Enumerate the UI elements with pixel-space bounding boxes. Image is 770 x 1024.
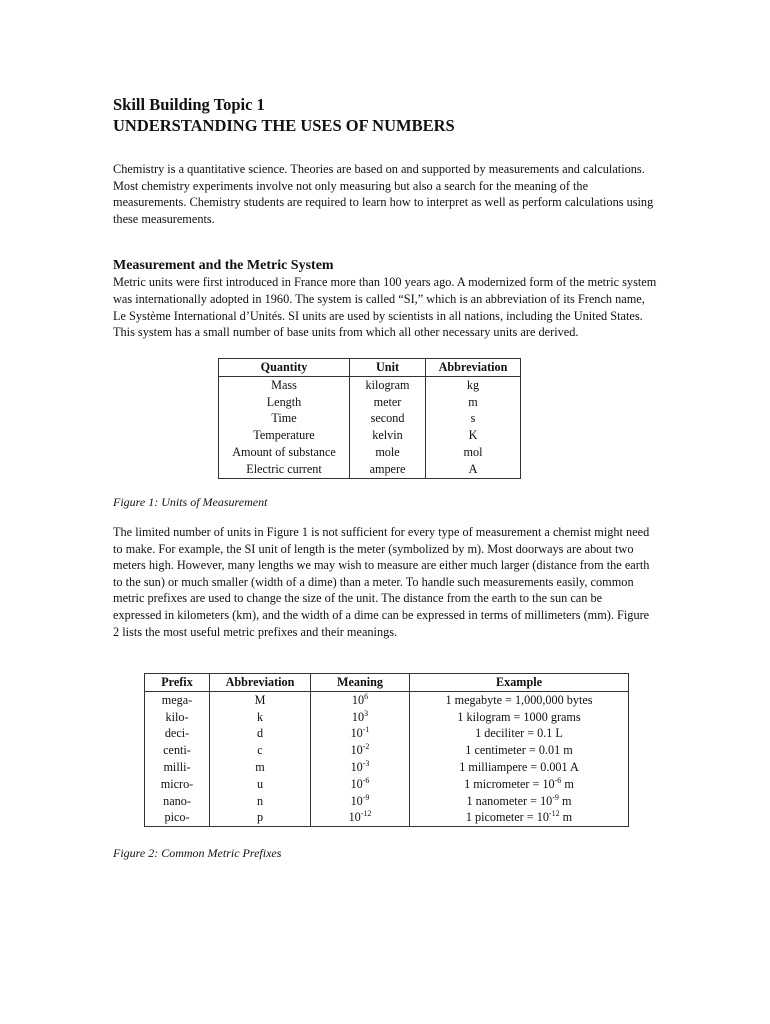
unit-cell: kilogram — [350, 376, 426, 393]
example-text: 1 micrometer = — [464, 776, 543, 791]
meaning-base: 10 — [348, 810, 361, 825]
abbreviation-cell: K — [426, 427, 521, 444]
intro-paragraph: Chemistry is a quantitative science. Theories are based on and supported by measurements and calculations. Most chemistry experiments involve not only measuring but also a search for the meaning of the measurements. Chemistry students are required to learn how to interpret as well as perform calculations using these measurements. — [113, 162, 654, 226]
column-header: Quantity — [219, 359, 350, 377]
quantity-cell: Electric current — [219, 461, 350, 478]
abbreviation-cell: kg — [426, 376, 521, 393]
example-cell — [410, 691, 629, 708]
prefix-cell: micro- — [145, 776, 210, 793]
meaning-cell — [311, 709, 410, 726]
abbreviation-cell: k — [210, 709, 311, 726]
meaning-base: 10 — [350, 743, 363, 758]
meaning-cell — [311, 809, 410, 826]
abbreviation-cell: u — [210, 776, 311, 793]
units-table — [218, 358, 521, 479]
abbreviation-cell: c — [210, 742, 311, 759]
meaning-cell — [311, 725, 410, 742]
table-header-row — [145, 674, 629, 692]
table-row — [145, 742, 629, 759]
example-unit: m — [559, 810, 573, 825]
table-row — [145, 793, 629, 810]
column-header: Abbreviation — [426, 359, 521, 377]
prefix-cell: centi- — [145, 742, 210, 759]
example-text: 1 deciliter = 0.1 L — [475, 726, 563, 741]
table-row — [145, 725, 629, 742]
prefixes-table — [144, 673, 629, 827]
table-row — [219, 410, 521, 427]
document-page — [113, 94, 658, 860]
example-unit: m — [558, 793, 572, 808]
title-line-1: Skill Building Topic 1 — [113, 95, 265, 114]
example-unit: m — [561, 776, 574, 791]
prefix-cell: pico- — [145, 809, 210, 826]
example-text: 1 megabyte = 1,000,000 bytes — [445, 692, 593, 707]
example-text: 1 kilogram = 1000 grams — [457, 709, 581, 724]
unit-cell: ampere — [350, 461, 426, 478]
example-cell — [410, 793, 629, 810]
table-row — [145, 809, 629, 826]
quantity-cell: Temperature — [219, 427, 350, 444]
meaning-base: 10 — [350, 759, 363, 774]
example-text: 1 picometer = — [465, 810, 537, 825]
unit-cell: kelvin — [350, 427, 426, 444]
table-row — [145, 776, 629, 793]
unit-cell: mole — [350, 444, 426, 461]
unit-cell: second — [350, 410, 426, 427]
example-cell — [410, 759, 629, 776]
meaning-exponent: 6 — [364, 691, 369, 701]
title-line-2: UNDERSTANDING THE USES OF NUMBERS — [113, 116, 455, 135]
table-row — [145, 759, 629, 776]
meaning-cell — [311, 793, 410, 810]
meaning-cell — [311, 776, 410, 793]
meaning-base: 10 — [351, 709, 365, 724]
quantity-cell: Time — [219, 410, 350, 427]
example-cell — [410, 742, 629, 759]
meaning-exponent: 3 — [364, 708, 369, 718]
meaning-exponent: -6 — [362, 775, 370, 785]
column-header: Example — [410, 674, 629, 692]
example-cell — [410, 709, 629, 726]
abbreviation-cell: M — [210, 691, 311, 708]
table-row — [219, 444, 521, 461]
meaning-exponent: -1 — [362, 725, 370, 735]
example-exponent: -12 — [548, 809, 560, 819]
example-base: 10 — [540, 793, 553, 808]
meaning-exponent: -12 — [360, 809, 372, 819]
abbreviation-cell: p — [210, 809, 311, 826]
example-cell — [410, 809, 629, 826]
meaning-base: 10 — [351, 692, 365, 707]
meaning-base: 10 — [350, 776, 363, 791]
table-row — [145, 691, 629, 708]
meaning-exponent: -9 — [362, 792, 370, 802]
prefix-cell: deci- — [145, 725, 210, 742]
abbreviation-cell: n — [210, 793, 311, 810]
example-exponent: -6 — [554, 775, 562, 785]
section-paragraph-1: Metric units were first introduced in France more than 100 years ago. A modernized form of the metric system was internationally adopted in 1960. The system is called “SI,” which is an abbreviation of its French name, Le Système International d’Unités. SI units are used by scientists in all nations, including the United States. This system has a small number of base units from which all other necessary units are derived. — [113, 275, 657, 340]
example-text: 1 milliampere = 0.001 A — [459, 759, 579, 774]
prefix-cell: kilo- — [145, 709, 210, 726]
abbreviation-cell: mol — [426, 444, 521, 461]
figure-2-caption: Figure 2: Common Metric Prefixes — [113, 846, 282, 860]
meaning-base: 10 — [350, 726, 363, 741]
section-heading: Measurement and the Metric System — [113, 258, 334, 274]
column-header: Meaning — [311, 674, 410, 692]
section-paragraph-2: The limited number of units in Figure 1 is not sufficient for every type of measurement a chemist might need to make. For example, the SI unit of length is the meter (symbolized by m). Most doorways are about two meters high. However, many lengths we may wish to measure are either much larger (distance from the earth to the sun) or much smaller (width of a dime) than a meter. To handle such measurements easily, common metric prefixes are used to change the size of the unit. The distance from the earth to the sun can be expressed in kilometers (km), and the width of a dime can be expressed in terms of millimeters (mm). Figure 2 lists the most useful metric prefixes and their meanings. — [113, 525, 650, 639]
example-text: 1 centimeter = 0.01 m — [465, 743, 573, 758]
example-cell — [410, 725, 629, 742]
abbreviation-cell: d — [210, 725, 311, 742]
meaning-cell — [311, 742, 410, 759]
example-exponent: -9 — [552, 792, 559, 802]
table-row — [145, 709, 629, 726]
figure-1-caption: Figure 1: Units of Measurement — [113, 495, 268, 509]
example-base: 10 — [542, 776, 555, 791]
unit-cell: meter — [350, 394, 426, 411]
table-header-row — [219, 359, 521, 377]
table-row — [219, 461, 521, 478]
meaning-cell — [311, 759, 410, 776]
abbreviation-cell: m — [426, 394, 521, 411]
abbreviation-cell: A — [426, 461, 521, 478]
meaning-exponent: -2 — [362, 742, 370, 752]
prefix-cell: milli- — [145, 759, 210, 776]
meaning-cell — [311, 691, 410, 708]
example-base: 10 — [536, 810, 549, 825]
column-header: Prefix — [145, 674, 210, 692]
table-row — [219, 427, 521, 444]
example-cell — [410, 776, 629, 793]
quantity-cell: Amount of substance — [219, 444, 350, 461]
page-title — [113, 94, 658, 136]
quantity-cell: Mass — [219, 376, 350, 393]
column-header: Abbreviation — [210, 674, 311, 692]
table-row — [219, 376, 521, 393]
prefix-cell: nano- — [145, 793, 210, 810]
table-row — [219, 394, 521, 411]
meaning-exponent: -3 — [362, 758, 370, 768]
example-text: 1 nanometer = — [466, 793, 541, 808]
abbreviation-cell: s — [426, 410, 521, 427]
abbreviation-cell: m — [210, 759, 311, 776]
prefix-cell: mega- — [145, 691, 210, 708]
quantity-cell: Length — [219, 394, 350, 411]
meaning-base: 10 — [350, 793, 363, 808]
column-header: Unit — [350, 359, 426, 377]
